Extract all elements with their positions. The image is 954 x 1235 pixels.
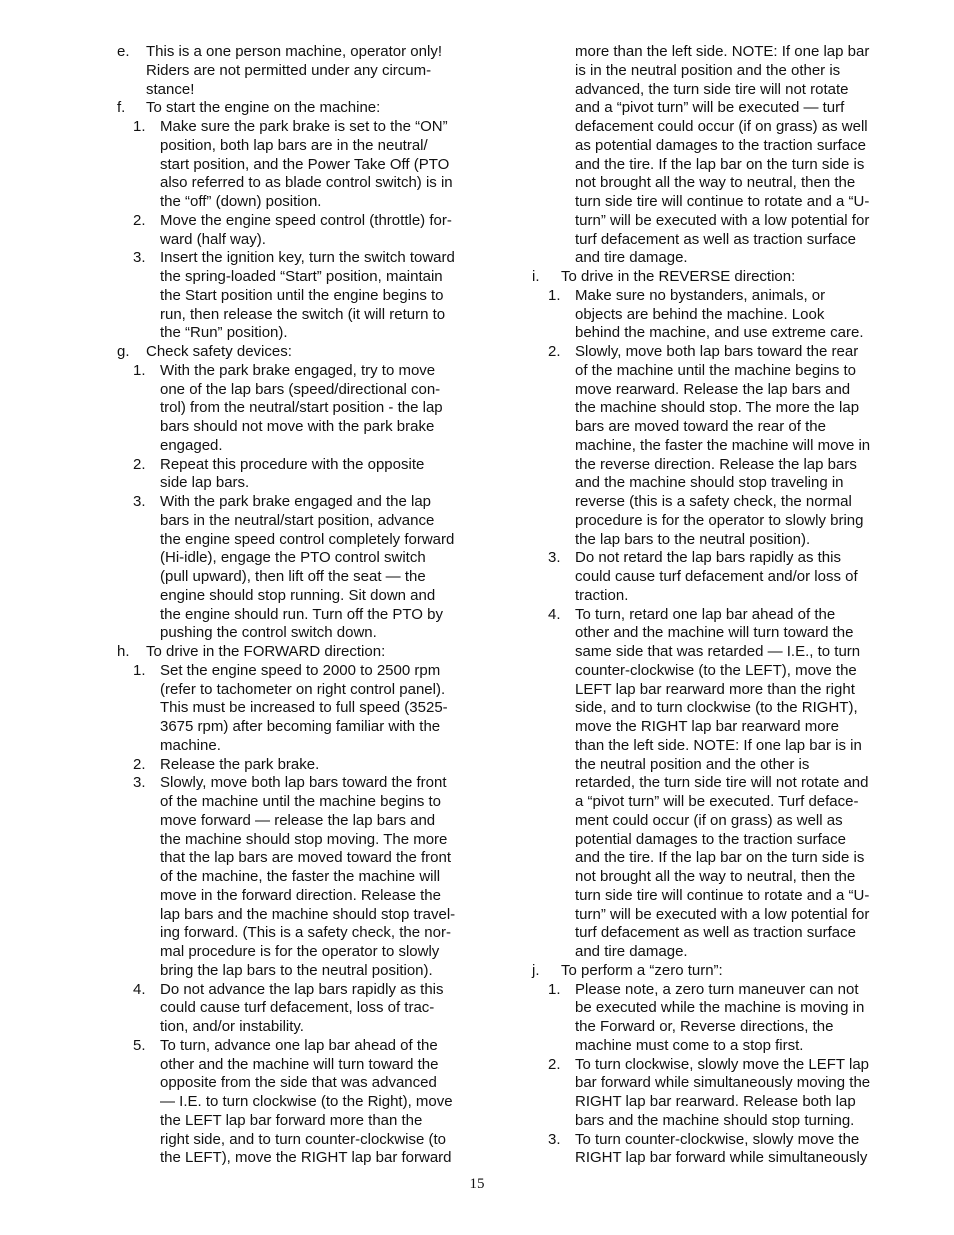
text-line: the neutral position and the other is	[575, 755, 810, 773]
text-line: bring the lap bars to the neutral position).	[160, 961, 433, 979]
text-line: reverse (this is a safety check, the normal	[575, 493, 852, 510]
section-item	[532, 962, 888, 981]
text-line: Make sure no bystanders, animals, or	[575, 286, 826, 304]
text-line: the LEFT lap bar forward more than the	[160, 1111, 423, 1129]
text-line: move in the forward direction. Release the	[160, 886, 441, 904]
text-line: side lap bars.	[160, 474, 250, 492]
text-line: be executed while the machine is moving in	[575, 999, 865, 1017]
text-line: pushing the control switch down.	[160, 624, 377, 642]
text-line: not brought all the way to neutral, then the	[575, 868, 856, 885]
text-line: of the machine until the machine begins to	[160, 793, 442, 810]
step-item	[532, 287, 888, 343]
text-line: the “off” (down) position.	[160, 193, 322, 210]
text-line: the “Run” position).	[160, 324, 288, 342]
step-item	[117, 1037, 472, 1168]
text-line: the machine should stop. The more the lap	[575, 399, 860, 417]
text-line: ing forward. (This is a safety check, the nor-	[160, 924, 451, 942]
text-line: could cause turf defacement and/or loss of	[575, 568, 858, 585]
text-line: turn” will be executed with a low potential for	[575, 905, 870, 923]
step-number: 3.	[133, 493, 146, 510]
text-line: To turn, retard one lap bar ahead of the	[575, 605, 836, 623]
step-item	[117, 493, 472, 643]
text-line: Riders are not permitted under any circum-	[146, 61, 432, 79]
step-item	[117, 756, 472, 775]
text-line: is in the neutral position and the other is	[575, 61, 841, 79]
text-line: — I.E. to turn clockwise (to the Right), move	[160, 1093, 453, 1110]
text-line: a “pivot turn” will be executed. Turf deface-	[575, 793, 859, 810]
text-line: engine should stop running. Sit down and	[160, 586, 436, 604]
text-line: not brought all the way to neutral, then the	[575, 174, 856, 192]
step-item	[532, 343, 888, 549]
text-line: objects are behind the machine. Look	[575, 305, 825, 323]
text-line: Repeat this procedure with the opposite	[160, 455, 425, 473]
text-line: RIGHT lap bar rearward. Release both lap	[575, 1093, 856, 1110]
text-line: bars are moved toward the rear of the	[575, 418, 826, 435]
text-line: To start the engine on the machine:	[146, 99, 381, 117]
text-line: ward (half way).	[160, 230, 266, 248]
text-line: counter-clockwise (to the LEFT), move the	[575, 661, 857, 679]
text-line: run, then release the switch (it will return to	[160, 305, 446, 323]
text-line: the Start position until the engine begins to	[160, 286, 444, 304]
text-line: retarded, the turn side tire will not rotate and	[575, 774, 869, 792]
text-line: machine must come to a stop first.	[575, 1036, 804, 1054]
text-line: Do not retard the lap bars rapidly as this	[575, 549, 841, 567]
text-line: bars in the neutral/start position, advance	[160, 511, 435, 529]
step-item	[117, 981, 472, 1037]
text-line: Slowly, move both lap bars toward the rear	[575, 343, 859, 360]
text-line: more than the left side. NOTE: If one lap bar	[575, 43, 870, 60]
text-line: same side that was retarded — I.E., to turn	[575, 643, 861, 660]
section-label: f.	[117, 99, 126, 117]
text-line: bar forward while simultaneously moving the	[575, 1074, 871, 1092]
text-line: of the machine until the machine begins to	[575, 361, 857, 379]
step-number: 4.	[133, 980, 146, 998]
text-line: Slowly, move both lap bars toward the front	[160, 774, 447, 792]
text-line: Make sure the park brake is set to the “ON”	[160, 118, 448, 135]
step-number: 3.	[548, 1130, 561, 1148]
step-number: 1.	[133, 118, 146, 135]
step-item	[117, 118, 472, 212]
text-line: advanced, the turn side tire will not rotate	[575, 80, 849, 98]
section-item	[532, 268, 888, 287]
text-line: and tire damage.	[575, 249, 688, 267]
text-line: behind the machine, and use extreme care.	[575, 324, 864, 342]
text-line: and the machine should stop traveling in	[575, 474, 844, 492]
step-item	[117, 774, 472, 980]
text-line: lap bars and the machine should stop travel-	[160, 905, 456, 923]
text-line: other and the machine will turn toward the	[160, 1055, 439, 1073]
text-line: move the RIGHT lap bar rearward more	[575, 718, 839, 735]
text-line: RIGHT lap bar forward while simultaneously	[575, 1149, 868, 1167]
section-item	[117, 43, 472, 99]
text-line: turn” will be executed with a low potential for	[575, 211, 870, 229]
text-line: trol) from the neutral/start position - the lap	[160, 399, 443, 417]
step-number: 1.	[133, 361, 146, 379]
text-line: (Hi-idle), engage the PTO control switch	[160, 549, 426, 567]
text-line: Insert the ignition key, turn the switch toward	[160, 249, 455, 267]
text-line: as potential damages to the traction surface	[575, 136, 867, 154]
text-line: also referred to as blade control switch) is in	[160, 174, 453, 192]
text-line: (pull upward), then lift off the seat — the	[160, 568, 426, 585]
text-line: bars should not move with the park brake	[160, 418, 435, 435]
text-line: Move the engine speed control (throttle) for-	[160, 211, 452, 229]
text-line: move rearward. Release the lap bars and	[575, 380, 851, 398]
step-number: 2.	[133, 455, 146, 473]
step-number: 4.	[548, 605, 561, 623]
text-line: LEFT lap bar rearward more than the right	[575, 680, 855, 698]
text-line: the lap bars to the neutral position).	[575, 530, 811, 548]
text-line: and the tire. If the lap bar on the turn side is	[575, 155, 865, 173]
section-label: e.	[117, 43, 130, 60]
text-line: This is a one person machine, operator only!	[146, 43, 442, 60]
step-item	[117, 249, 472, 343]
text-line: mal procedure is for the operator to slowly	[160, 943, 440, 960]
text-line: side, and to turn clockwise (to the RIGHT),	[575, 699, 858, 717]
text-line: opposite from the side that was advanced	[160, 1074, 437, 1092]
step-item	[532, 1056, 888, 1131]
text-line: the machine should stop moving. The more	[160, 830, 448, 848]
step-number: 2.	[548, 343, 561, 360]
text-line: machine.	[160, 736, 221, 754]
text-line: 3675 rpm) after becoming familiar with the	[160, 718, 441, 735]
text-line: Set the engine speed to 2000 to 2500 rpm	[160, 661, 441, 679]
text-line: To turn clockwise, slowly move the LEFT lap	[575, 1055, 870, 1073]
section-label: j.	[532, 961, 540, 979]
text-line: ment could occur (if on grass) as well as	[575, 811, 843, 829]
text-line: and tire damage.	[575, 943, 688, 960]
step-number: 2.	[133, 755, 146, 773]
step-item	[532, 981, 888, 1056]
page-number: 15	[469, 1176, 485, 1192]
step-number: 1.	[548, 980, 561, 998]
left-column	[117, 43, 472, 1168]
step-number: 2.	[548, 1055, 561, 1073]
text-line: right side, and to turn counter-clockwise (to	[160, 1130, 446, 1148]
text-line: bars and the machine should stop turning.	[575, 1111, 855, 1129]
text-line: the engine speed control completely forward	[160, 530, 455, 548]
text-line: (refer to tachometer on right control panel).	[160, 680, 446, 698]
text-line: position, both lap bars are in the neutral/	[160, 136, 428, 154]
text-line: To turn, advance one lap bar ahead of the	[160, 1036, 438, 1054]
text-line: the spring-loaded “Start” position, maintain	[160, 268, 443, 285]
text-line: turn side tire will continue to rotate and a “U-	[575, 193, 870, 210]
section-label: i.	[532, 268, 540, 285]
step-item	[532, 1131, 888, 1169]
step-item	[532, 549, 888, 605]
text-line: Please note, a zero turn maneuver can not	[575, 980, 859, 998]
text-line: machine, the faster the machine will move in	[575, 436, 871, 454]
step-number: 3.	[133, 249, 146, 267]
step-number: 3.	[133, 774, 146, 792]
step-number: 1.	[133, 661, 146, 679]
text-line: stance!	[146, 80, 195, 98]
step-item	[117, 662, 472, 756]
text-line: turf defacement as well as traction surface	[575, 230, 856, 248]
section-item	[117, 643, 472, 662]
section-label: g.	[117, 343, 130, 360]
text-line: move forward — release the lap bars and	[160, 811, 436, 829]
text-line: the Forward or, Reverse directions, the	[575, 1018, 834, 1035]
section-label: h.	[117, 643, 130, 660]
text-line: To perform a “zero turn”:	[561, 961, 723, 979]
text-line: With the park brake engaged and the lap	[160, 493, 432, 510]
text-line: This must be increased to full speed (3525-	[160, 699, 448, 717]
text-line: turn side tire will continue to rotate and a “U-	[575, 886, 870, 904]
text-line: To turn counter-clockwise, slowly move the	[575, 1130, 860, 1148]
text-line: Release the park brake.	[160, 755, 320, 773]
text-line: that the lap bars are moved toward the front	[160, 849, 451, 867]
text-line: To drive in the REVERSE direction:	[561, 268, 796, 285]
text-line: the engine should run. Turn off the PTO by	[160, 605, 443, 623]
step-item	[532, 43, 888, 268]
right-column	[532, 43, 888, 1168]
step-number: 3.	[548, 549, 561, 567]
text-line: procedure is for the operator to slowly bring	[575, 511, 864, 529]
text-line: and a “pivot turn” will be executed — turf	[575, 99, 845, 117]
section-item	[117, 343, 472, 362]
step-number: 2.	[133, 211, 146, 229]
text-line: and the tire. If the lap bar on the turn side is	[575, 849, 865, 867]
step-item	[117, 456, 472, 494]
text-line: traction.	[575, 586, 629, 604]
text-line: could cause turf defacement, loss of trac-	[160, 999, 435, 1017]
step-item	[117, 362, 472, 456]
text-line: turf defacement as well as traction surface	[575, 924, 856, 942]
text-line: Do not advance the lap bars rapidly as this	[160, 980, 444, 998]
step-item	[532, 606, 888, 962]
text-line: the LEFT), move the RIGHT lap bar forward	[160, 1149, 452, 1167]
text-line: potential damages to the traction surface	[575, 830, 846, 848]
text-line: With the park brake engaged, try to move	[160, 361, 436, 379]
text-line: other and the machine will turn toward the	[575, 624, 854, 642]
step-number: 5.	[133, 1036, 146, 1054]
text-line: than the left side. NOTE: If one lap bar is in	[575, 736, 862, 754]
text-line: of the machine, the faster the machine will	[160, 868, 441, 885]
text-line: the reverse direction. Release the lap bars	[575, 455, 857, 473]
step-number: 1.	[548, 286, 561, 304]
text-line: defacement could occur (if on grass) as well	[575, 118, 868, 135]
step-item	[117, 212, 472, 250]
text-line: engaged.	[160, 436, 223, 454]
text-line: Check safety devices:	[146, 343, 292, 360]
text-line: To drive in the FORWARD direction:	[146, 643, 386, 660]
section-item	[117, 99, 472, 118]
text-line: one of the lap bars (speed/directional con-	[160, 380, 441, 398]
text-line: start position, and the Power Take Off (PTO	[160, 155, 450, 173]
text-line: tion, and/or instability.	[160, 1018, 304, 1035]
